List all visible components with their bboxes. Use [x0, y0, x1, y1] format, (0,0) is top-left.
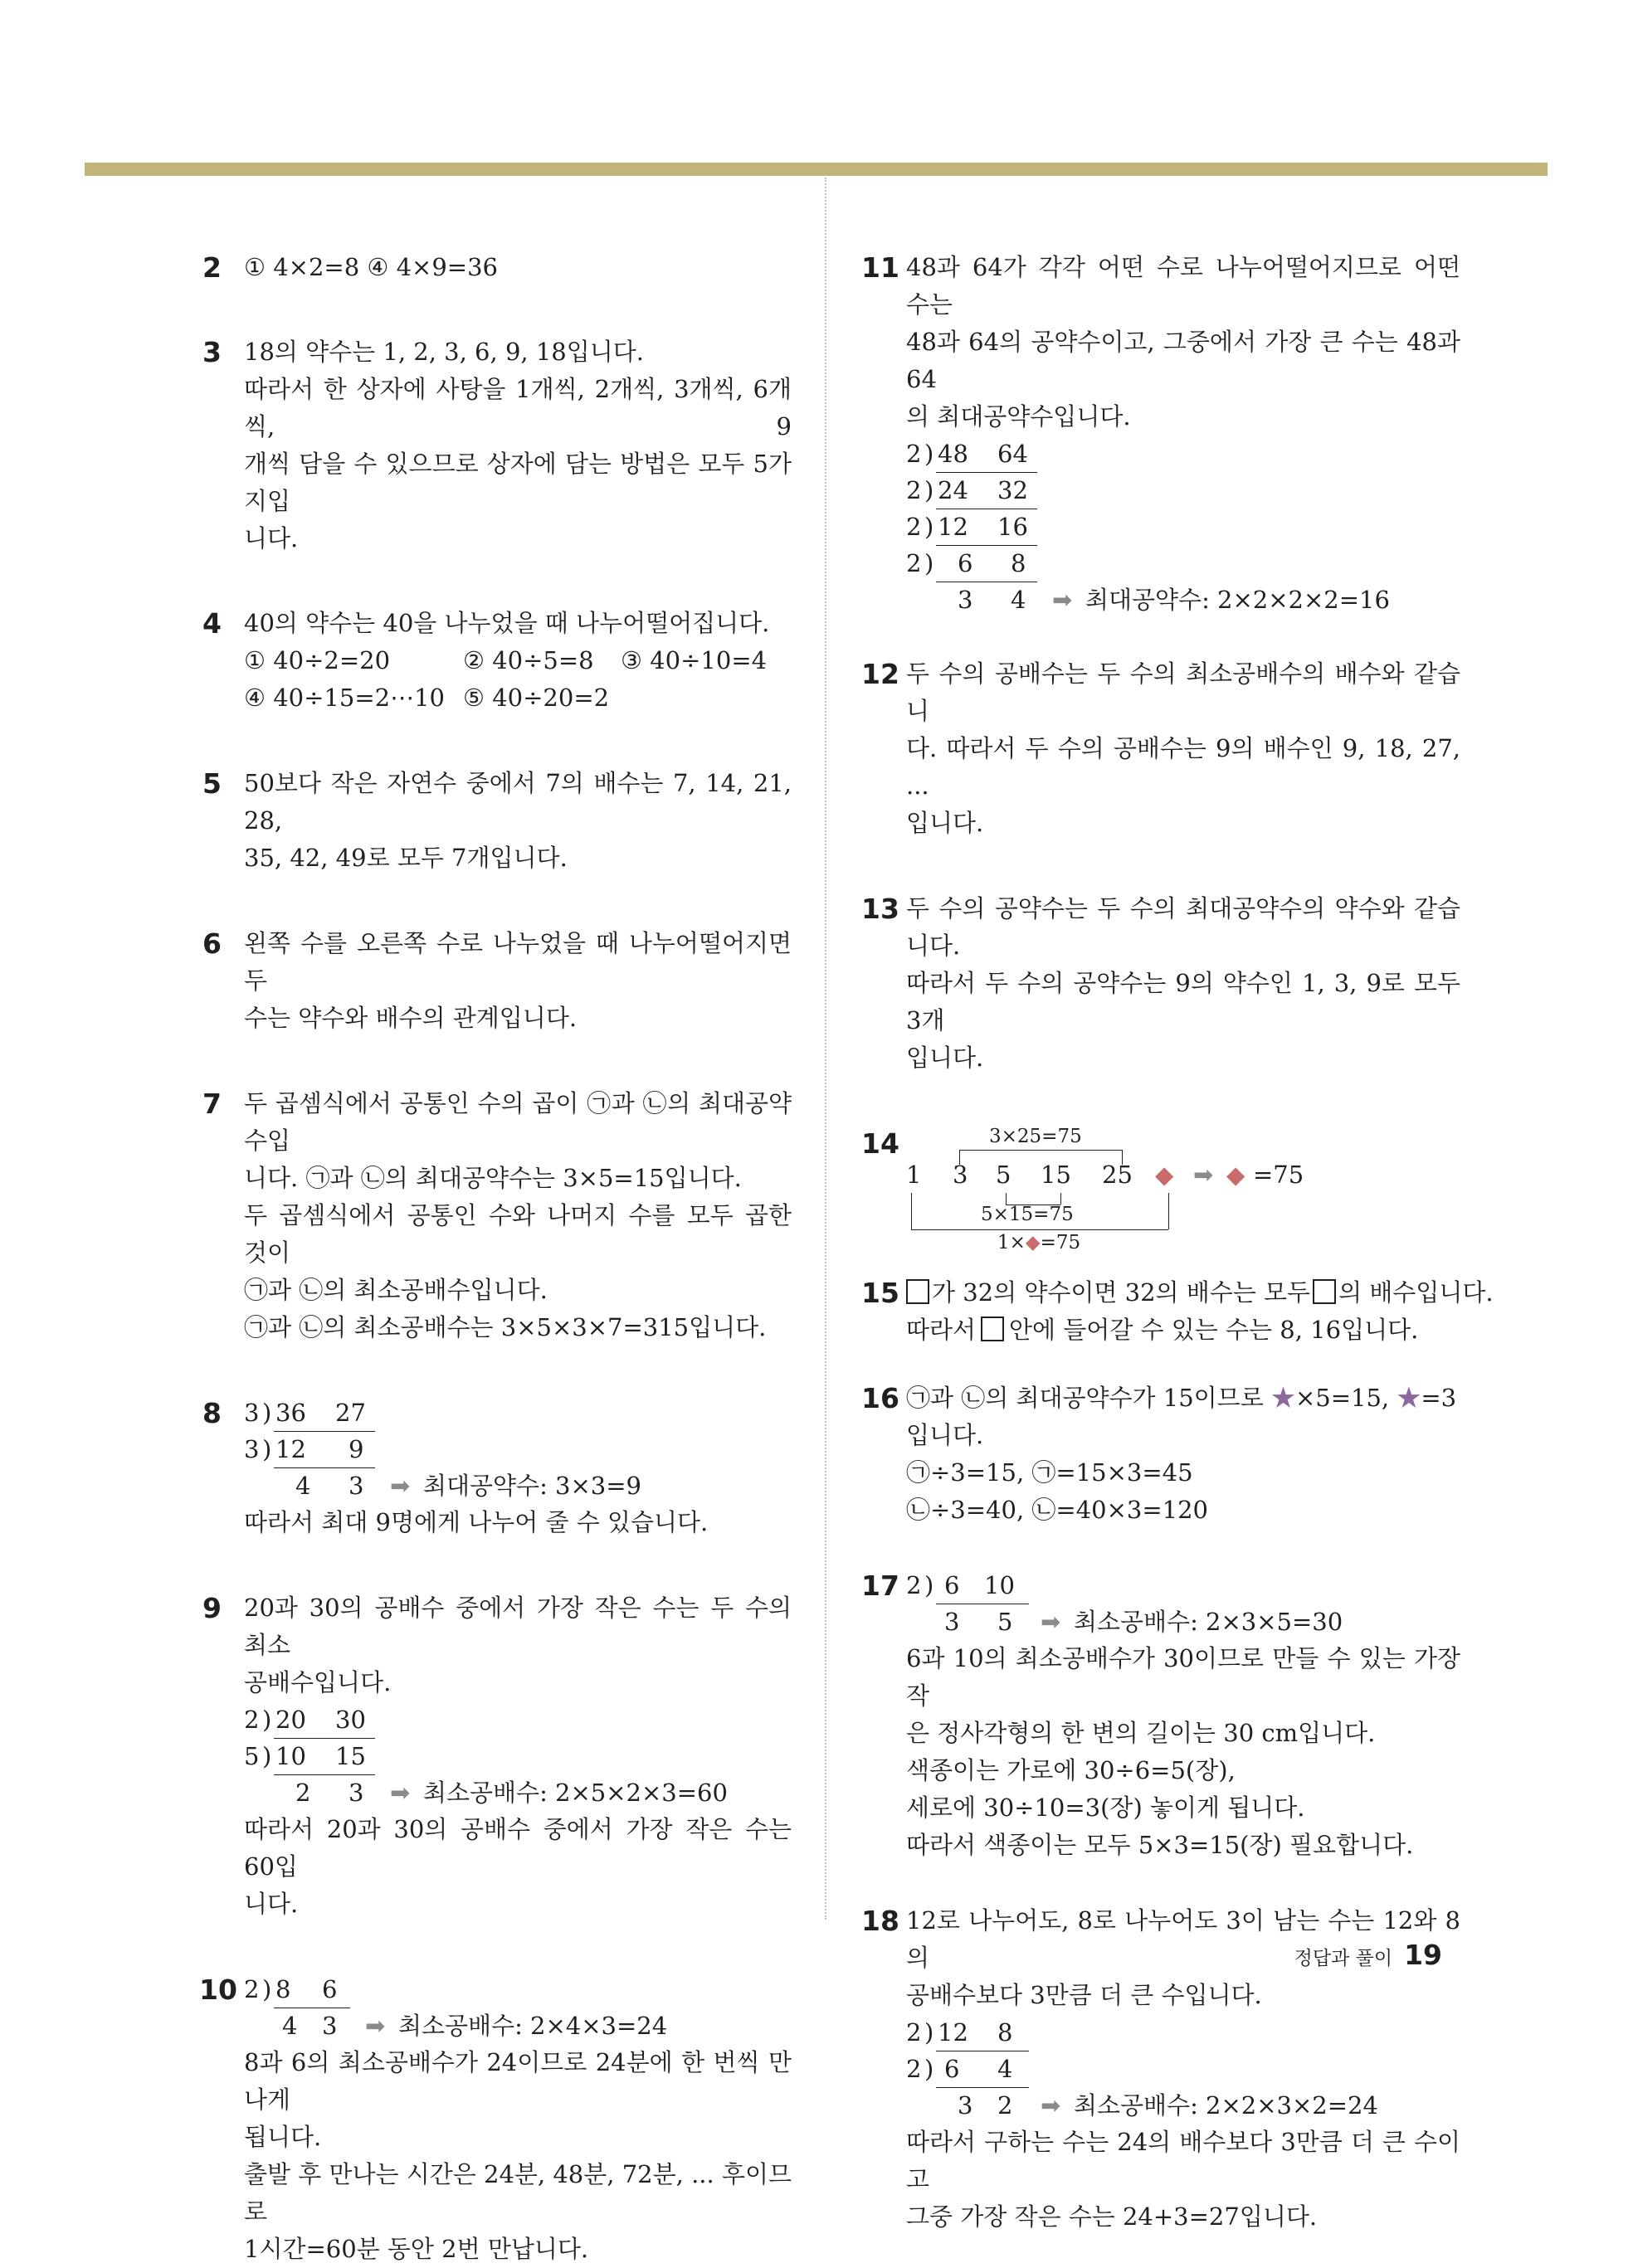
- problem-7: [202, 1085, 792, 1346]
- solution-line: 색종이는 가로에 30÷6=5(장),: [906, 1756, 1236, 1784]
- text: ×5=15,: [1294, 1384, 1390, 1412]
- solution-line: 그중 가장 작은 수는 24+3=27입니다.: [906, 2202, 1318, 2231]
- solution-line: 두 수의 공배수는 두 수의 최소공배수의 배수와 같습니: [906, 659, 1460, 725]
- arrow-icon: ➡: [1193, 1161, 1214, 1189]
- divisor: 3: [244, 1435, 260, 1463]
- blank-box: [1313, 1279, 1336, 1304]
- solution-line: 48과 64의 공약수이고, 그중에서 가장 큰 수는 48과 64: [906, 328, 1460, 393]
- divisor: 2: [906, 2018, 922, 2047]
- star-icon: ★: [1397, 1384, 1421, 1412]
- divisor: 2: [906, 440, 922, 468]
- solution-line: 따라서 한 상자에 사탕을 1개씩, 2개씩, 3개씩, 6개씩, 9: [244, 375, 792, 440]
- option-2: ② 40÷5=8: [463, 646, 594, 674]
- problem-number: 12: [861, 658, 899, 690]
- problem-10: [199, 1971, 792, 2268]
- division-step: 2 ) 6 4: [906, 2051, 1460, 2087]
- division-result: [244, 1774, 792, 1811]
- quotient: 4: [282, 2012, 298, 2040]
- arrow-icon: ➡: [1041, 1608, 1061, 1636]
- solution-line: 의 최대공약수입니다.: [906, 402, 1131, 431]
- dividend: 20: [275, 1706, 306, 1734]
- division-result: [906, 582, 1460, 618]
- text: =3: [1421, 1384, 1457, 1412]
- divisor: 2: [244, 1975, 260, 2003]
- quotient: 2: [997, 2091, 1013, 2120]
- arrow-icon: ➡: [390, 1779, 411, 1807]
- arrow-icon: ➡: [1052, 586, 1073, 614]
- solution-line: 따라서 20과 30의 공배수 중에서 가장 작은 수는 60입: [244, 1815, 792, 1881]
- divisor: 2: [906, 2055, 922, 2083]
- solution-line: [244, 642, 792, 679]
- result-text: 최대공약수: 3×3=9: [423, 1472, 642, 1500]
- dividend: 24: [938, 476, 968, 504]
- solution-line: 따라서 색종이는 모두 5×3=15(장) 필요합니다.: [906, 1831, 1414, 1859]
- dividend: 12: [938, 513, 968, 541]
- result-text: 최소공배수: 2×3×5=30: [1074, 1608, 1343, 1636]
- text: 따라서: [906, 1316, 977, 1344]
- divisor-pair-diagram: [906, 1125, 1454, 1266]
- divisor: 2: [906, 513, 922, 541]
- solution-line: 출발 후 만나는 시간은 24분, 48분, 72분, ... 후이므로: [244, 2160, 792, 2226]
- division-result: [906, 2087, 1460, 2124]
- dividend: 6: [958, 549, 973, 577]
- solution-line: 48과 64가 각각 어떤 수로 나누어떨어지므로 어떤 수는: [906, 253, 1460, 319]
- solution-line: 40의 약수는 40을 나누었을 때 나누어떨어집니다.: [244, 609, 770, 637]
- page-number: 19: [1404, 1939, 1442, 1971]
- solution-line: 됩니다.: [244, 2123, 322, 2151]
- divisor-number: 15: [1041, 1161, 1071, 1189]
- problem-number: 6: [202, 927, 222, 960]
- text: ㉠과 ㉡의 최대공약수가 15이므로: [906, 1384, 1264, 1412]
- dividend: 30: [335, 1706, 366, 1734]
- dividend: 10: [984, 1571, 1015, 1599]
- solution-line: [906, 1274, 1494, 1312]
- solution-line: 은 정사각형의 한 변의 길이는 30 cm입니다.: [906, 1719, 1376, 1747]
- divisor: 3: [244, 1399, 260, 1427]
- problem-number: 16: [861, 1382, 899, 1414]
- dividend: 8: [1011, 549, 1026, 577]
- divisor: 2: [906, 476, 922, 504]
- dividend: 8: [275, 1975, 291, 2003]
- solution-line: 두 곱셈식에서 공통인 수와 나머지 수를 모두 곱한 것이: [244, 1201, 792, 1267]
- solution-line: 다. 따라서 두 수의 공배수는 9의 배수인 9, 18, 27, ...: [906, 734, 1460, 800]
- text: 의 배수입니다.: [1338, 1278, 1494, 1307]
- problem-number: 2: [202, 251, 222, 284]
- problem-14: [861, 1125, 1460, 1266]
- division-step: 2 ) 8 6: [244, 1971, 792, 2008]
- division-step: 2 ) 20 30: [244, 1701, 792, 1738]
- divisor-number: 5: [996, 1161, 1011, 1189]
- star-icon: ★: [1270, 1384, 1295, 1412]
- solution-line: 35, 42, 49로 모두 7개입니다.: [244, 844, 568, 872]
- problem-number: 4: [202, 607, 222, 640]
- pair-label-bottom: [997, 1231, 1080, 1254]
- solution-line: 6과 10의 최소공배수가 30이므로 만들 수 있는 가장 작: [906, 1644, 1460, 1710]
- header-bar: [85, 163, 1548, 176]
- division-result: [244, 1467, 792, 1504]
- divisor: 2: [906, 549, 922, 577]
- quotient: 2: [295, 1779, 311, 1807]
- problem-17: [861, 1567, 1460, 1864]
- quotient: 5: [997, 1608, 1013, 1636]
- problem-number: 18: [861, 1905, 899, 1937]
- solution-line: 왼쪽 수를 오른쪽 수로 나누었을 때 나누어떨어지면 두: [244, 929, 792, 995]
- problem-13: [861, 890, 1460, 1077]
- problem-number: 9: [202, 1592, 222, 1624]
- problem-number: 8: [202, 1397, 222, 1429]
- text: 가 32의 약수이면 32의 배수는 모두: [932, 1278, 1311, 1307]
- diamond-icon: ◆: [1226, 1161, 1245, 1189]
- blank-box: [906, 1279, 929, 1304]
- solution-line: 20과 30의 공배수 중에서 가장 작은 수는 두 수의 최소: [244, 1594, 792, 1659]
- diamond-icon: ◆: [1025, 1232, 1041, 1253]
- problem-12: [861, 655, 1460, 842]
- solution-line: 두 수의 공약수는 두 수의 최대공약수의 약수와 같습니다.: [906, 894, 1460, 960]
- dividend: 9: [349, 1435, 364, 1463]
- pair-label-top: 3×25=75: [989, 1126, 1082, 1147]
- division-step: 5 ) 10 15: [244, 1738, 792, 1774]
- divisor-number: 3: [953, 1161, 968, 1189]
- dividend: 6: [322, 1975, 338, 2003]
- dividend: 6: [944, 2055, 960, 2083]
- dividend: 4: [997, 2055, 1013, 2083]
- result-text: =75: [1253, 1161, 1304, 1189]
- solution-line: 입니다.: [906, 1044, 984, 1072]
- division-step: 2 ) 6 10: [906, 1567, 1460, 1604]
- result-text: 최대공약수: 2×2×2×2=16: [1085, 586, 1390, 614]
- problem-number: 3: [202, 336, 222, 368]
- diamond-icon: ◆: [1155, 1161, 1174, 1189]
- problem-number: 17: [861, 1570, 899, 1602]
- solution-line: 두 곱셈식에서 공통인 수의 곱이 ㉠과 ㉡의 최대공약수입: [244, 1089, 792, 1155]
- option-3: ③ 40÷10=4: [621, 646, 768, 674]
- pair-label-middle: 5×15=75: [981, 1204, 1074, 1225]
- divisor: 2: [244, 1706, 260, 1734]
- blank-box: [981, 1317, 1004, 1341]
- division-result: [244, 2008, 792, 2044]
- pair-label-text: 1×: [997, 1232, 1026, 1253]
- dividend: 12: [275, 1435, 306, 1463]
- dividend: 32: [997, 476, 1028, 504]
- dividend: 12: [938, 2018, 968, 2047]
- solution-line: ㉡÷3=40, ㉡=40×3=120: [906, 1496, 1208, 1524]
- page-footer: [1294, 1939, 1442, 1971]
- problem-11: [861, 249, 1460, 618]
- problem-number: 14: [861, 1127, 899, 1160]
- quotient: 3: [349, 1779, 364, 1807]
- dividend: 6: [944, 1571, 960, 1599]
- solution-line: [906, 1380, 1460, 1417]
- solution-line: 공배수보다 3만큼 더 큰 수입니다.: [906, 1981, 1262, 2009]
- solution-line: 입니다.: [906, 809, 984, 837]
- dividend: 48: [938, 440, 968, 468]
- quotient: 3: [322, 2012, 338, 2040]
- problem-number: 10: [199, 1974, 237, 2006]
- column-divider: [825, 178, 826, 1920]
- quotient: 3: [349, 1472, 364, 1500]
- dividend: 16: [997, 513, 1028, 541]
- left-column: [199, 249, 792, 2268]
- result-text: 최소공배수: 2×2×3×2=24: [1074, 2091, 1378, 2120]
- problem-8: [202, 1394, 792, 1541]
- problem-2: [202, 249, 792, 286]
- quotient: 3: [944, 1608, 960, 1636]
- solution-line: 수는 약수와 배수의 관계입니다.: [244, 1004, 578, 1032]
- solution-line: [906, 1312, 1460, 1349]
- solution-line: ㉠÷3=15, ㉠=15×3=45: [906, 1458, 1193, 1487]
- divisor: 5: [244, 1742, 260, 1770]
- quotient: 4: [295, 1472, 311, 1500]
- solution-line: 따라서 최대 9명에게 나누어 줄 수 있습니다.: [244, 1508, 709, 1536]
- problem-15: [861, 1274, 1494, 1349]
- arrow-icon: ➡: [390, 1472, 411, 1500]
- division-step: 2 ) 12 8: [906, 2014, 1460, 2051]
- problem-4: [202, 605, 792, 717]
- solution-line: [244, 679, 792, 717]
- solution-line: ㉠과 ㉡의 최소공배수는 3×5×3×7=315입니다.: [244, 1313, 767, 1341]
- problem-3: [202, 333, 792, 557]
- division-step: 3 ) 36 27: [244, 1394, 792, 1431]
- dividend: 36: [275, 1399, 306, 1427]
- dividend: 15: [335, 1742, 366, 1770]
- solution-line: 니다. ㉠과 ㉡의 최대공약수는 3×5=15입니다.: [244, 1164, 742, 1192]
- solution-line: 따라서 두 수의 공약수는 9의 약수인 1, 3, 9로 모두 3개: [906, 969, 1460, 1034]
- solution-line: 니다.: [244, 524, 299, 552]
- arrow-icon: ➡: [365, 2012, 386, 2040]
- problem-16: [861, 1380, 1460, 1529]
- division-step: 2 ) 12 16: [906, 509, 1460, 545]
- dividend: 10: [275, 1742, 306, 1770]
- division-step: 2 ) 6 8: [906, 545, 1460, 582]
- solution-line: 18의 약수는 1, 2, 3, 6, 9, 18입니다.: [244, 338, 644, 366]
- problem-6: [202, 925, 792, 1037]
- solution-line: 1시간=60분 동안 2번 만납니다.: [244, 2235, 589, 2263]
- divisor: 2: [906, 1571, 922, 1599]
- result-text: 최소공배수: 2×4×3=24: [398, 2012, 668, 2040]
- solution-line: 입니다.: [906, 1421, 984, 1449]
- quotient: 4: [1011, 586, 1026, 614]
- solution-line: 8과 6의 최소공배수가 24이므로 24분에 한 번씩 만나게: [244, 2048, 792, 2114]
- dividend: 27: [335, 1399, 366, 1427]
- dividend: 64: [997, 440, 1028, 468]
- division-step: 2 ) 48 64: [906, 436, 1460, 472]
- quotient: 3: [958, 2091, 973, 2120]
- problem-number: 13: [861, 893, 899, 925]
- solution-line: 공배수입니다.: [244, 1668, 392, 1696]
- solution-line: 따라서 구하는 수는 24의 배수보다 3만큼 더 큰 수이고: [906, 2128, 1460, 2193]
- text: 안에 들어갈 수 있는 수는 8, 16입니다.: [1009, 1316, 1419, 1344]
- solution-line: 개씩 담을 수 있으므로 상자에 담는 방법은 모두 5가지입: [244, 450, 792, 515]
- solution-line: ① 4×2=8 ④ 4×9=36: [244, 253, 499, 281]
- problem-number: 5: [202, 767, 222, 800]
- solution-line: 12로 나누어도, 8로 나누어도 3이 남는 수는 12와 8의: [906, 1906, 1460, 1972]
- problem-number: 7: [202, 1088, 222, 1120]
- footer-label: 정답과 풀이: [1294, 1948, 1393, 1969]
- pair-label-text: =75: [1040, 1232, 1081, 1253]
- right-column: [861, 249, 1494, 2236]
- result-text: 최소공배수: 2×5×2×3=60: [423, 1779, 728, 1807]
- divisor-number: 1: [906, 1161, 922, 1189]
- option-4: ④ 40÷15=2⋯10: [244, 684, 445, 712]
- arrow-icon: ➡: [1041, 2091, 1061, 2120]
- option-1: ① 40÷2=20: [244, 646, 391, 674]
- quotient: 3: [958, 586, 973, 614]
- problem-5: [202, 765, 792, 877]
- solution-line: 50보다 작은 자연수 중에서 7의 배수는 7, 14, 21, 28,: [244, 769, 792, 835]
- division-result: [906, 1604, 1460, 1640]
- problem-number: 15: [861, 1277, 899, 1309]
- solution-line: ㉠과 ㉡의 최소공배수입니다.: [244, 1276, 548, 1304]
- divisor-number: 25: [1102, 1161, 1133, 1189]
- solution-line: 니다.: [244, 1890, 299, 1918]
- problem-number: 11: [861, 251, 899, 284]
- option-5: ⑤ 40÷20=2: [463, 684, 610, 712]
- solution-line: 세로에 30÷10=3(장) 놓이게 됩니다.: [906, 1793, 1305, 1822]
- dividend: 8: [997, 2018, 1013, 2047]
- division-step: 2 ) 24 32: [906, 472, 1460, 509]
- division-step: 3 ) 12 9: [244, 1431, 792, 1467]
- problem-9: [202, 1589, 792, 1923]
